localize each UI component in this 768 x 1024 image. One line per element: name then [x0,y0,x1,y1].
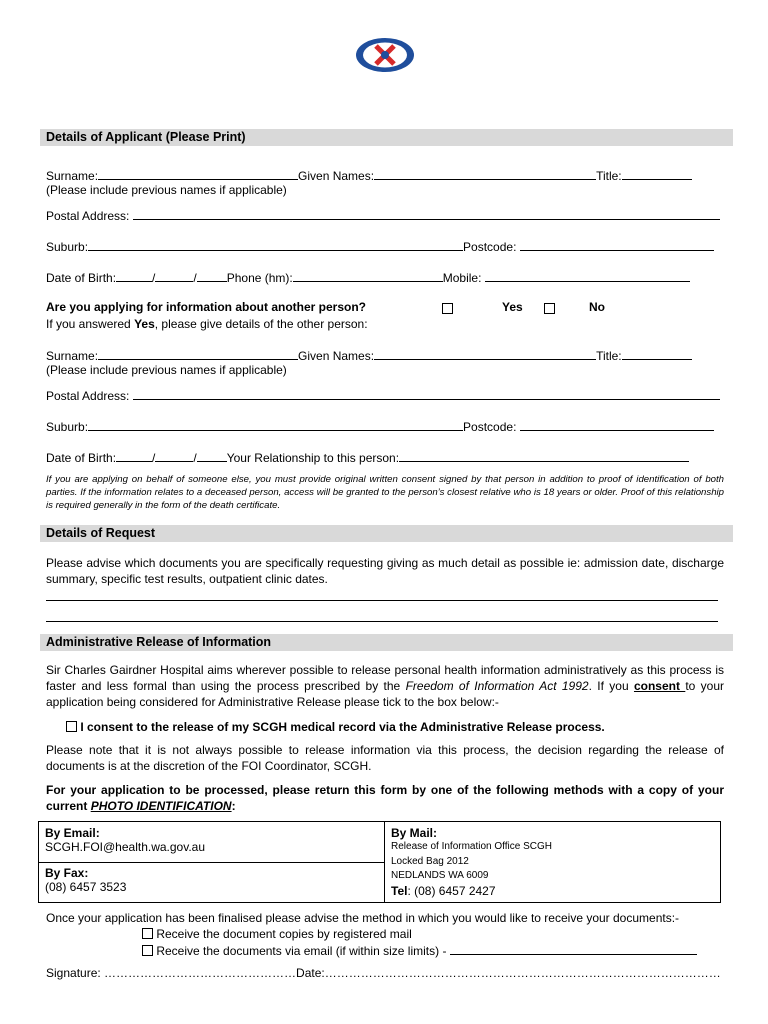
table-divider [384,822,385,902]
request-line-1[interactable] [46,600,718,601]
dob-slash: / [193,451,197,465]
section-header-request: Details of Request [40,525,733,542]
mobile-field[interactable] [485,269,690,282]
email-address[interactable]: SCGH.FOI@health.wa.gov.au [45,840,206,854]
yes-label: Yes [502,300,523,314]
return-text: For your application to be processed, please return this form by one of the following methods with a copy of your current [46,783,724,813]
contact-methods-table [38,821,721,903]
request-line-2[interactable] [46,621,718,622]
other-title-field[interactable] [622,347,692,360]
title-field[interactable] [622,167,692,180]
other-name-row [46,347,692,363]
consent-emphasis: consent [633,679,686,693]
other-surname-label: Surname: [46,349,99,363]
postal-address-label: Postal Address: [46,209,130,223]
applicant-postal-row [46,207,720,223]
other-dob-month-field[interactable] [155,449,193,462]
email-heading: By Email: [45,826,100,840]
other-suburb-field[interactable] [88,418,463,431]
no-checkbox[interactable] [544,303,555,314]
title-label: Title: [596,169,622,183]
mobile-label: Mobile: [442,271,482,285]
section-header-applicant: Details of Applicant (Please Print) [40,129,733,146]
other-previous-names-note: (Please include previous names if applicable) [46,363,287,377]
return-instructions [46,782,724,814]
admin-text: . If you [588,679,634,693]
other-given-names-field[interactable] [374,347,596,360]
suburb-label: Suburb: [46,240,89,254]
other-dob-row [46,449,689,465]
mail-option-checkbox[interactable] [142,928,153,939]
given-names-label: Given Names: [298,169,375,183]
mail-heading: By Mail: [391,826,438,840]
another-person-question: Are you applying for information about another person? [46,300,367,314]
suburb-field[interactable] [88,238,463,251]
yes-checkbox[interactable] [442,303,453,314]
tel-label: Tel [391,884,408,898]
applicant-dob-row [46,269,690,285]
other-title-label: Title: [596,349,622,363]
dob-slash: / [152,451,156,465]
other-surname-field[interactable] [98,347,298,360]
relationship-field[interactable] [399,449,689,462]
hospital-logo-icon [354,36,416,74]
dob-year-field[interactable] [197,269,227,282]
other-postal-address-field[interactable] [133,387,720,400]
previous-names-note: (Please include previous names if applicable) [46,183,287,197]
request-instructions: Please advise which documents you are specifically requesting giving as much detail as possible ie: admission date, discharge summary, specific test results, outpatient clinic dates. [46,556,724,586]
mail-option-label: Receive the document copies by registered mail [156,927,412,941]
table-divider [39,862,384,863]
postal-address-field[interactable] [133,207,720,220]
delivery-option-mail [142,927,412,941]
consent-row [66,720,605,734]
postcode-field[interactable] [520,238,714,251]
other-postal-row [46,387,720,403]
other-suburb-row [46,418,714,434]
phone-field[interactable] [293,269,443,282]
date-field[interactable]: ……………………………………………………………………………………… [324,966,721,980]
admin-release-paragraph [46,662,724,710]
no-label: No [589,300,605,314]
other-dob-label: Date of Birth: [46,451,117,465]
telephone-row [391,884,496,898]
other-dob-year-field[interactable] [197,449,227,462]
given-names-field[interactable] [374,167,596,180]
fax-number: (08) 6457 3523 [45,880,127,894]
signature-row [46,966,721,980]
other-postal-address-label: Postal Address: [46,389,130,403]
delivery-option-email [142,942,697,958]
dob-month-field[interactable] [155,269,193,282]
dob-day-field[interactable] [116,269,152,282]
postcode-label: Postcode: [463,240,517,254]
mail-line-3: NEDLANDS WA 6009 [391,870,489,881]
other-postcode-field[interactable] [520,418,714,431]
dob-slash: / [193,271,197,285]
if-yes-text-2: , please give details of the other person: [154,317,368,331]
other-dob-day-field[interactable] [116,449,152,462]
signature-label[interactable]: Signature: …………………………………………Date: [46,966,325,980]
foi-act-name: Freedom of Information Act 1992 [405,679,589,693]
release-discretion-note: Please note that it is not always possible to release information via this process, the decision regarding the release of documents is at the discretion of the FOI Coordinator, SCGH. [46,743,724,773]
fax-heading: By Fax: [45,866,89,880]
mail-line-2: Locked Bag 2012 [391,856,469,867]
tel-number: : (08) 6457 2427 [407,884,496,898]
delivery-intro: Once your application has been finalised please advise the method in which you would like to receive your documents:- [46,911,680,925]
consent-fine-print: If you are applying on behalf of someone else, you must provide original written consent signed by that person in addition to proof of identification of both parties. If the information relates to a deceased person, access will be granted to the person’s closest relative who is 18 years or older. Proof of this relationship is required generally in the form of the death certificate. [46,474,724,511]
consent-checkbox[interactable] [66,721,77,732]
email-delivery-field[interactable] [450,942,697,955]
surname-field[interactable] [98,167,298,180]
mail-line-1: Release of Information Office SCGH [391,841,552,852]
applicant-suburb-row [46,238,714,254]
other-postcode-label: Postcode: [463,420,517,434]
relationship-label: Your Relationship to this person: [226,451,400,465]
email-option-checkbox[interactable] [142,945,153,956]
photo-id-emphasis: PHOTO IDENTIFICATION [90,799,232,813]
if-yes-text: If you answered [46,317,135,331]
phone-label: Phone (hm): [226,271,293,285]
consent-checkbox-label: I consent to the release of my SCGH medical record via the Administrative Release process. [80,720,605,734]
admin-text: Sir Charles Gairdner Hospital aims wherever possible to release personal health information administratively as this process is faster and less formal than using the process prescribed by the [46,663,724,693]
if-yes-instruction [46,317,368,331]
return-colon: : [231,799,236,813]
admin-text: to your application being considered for Administrative Release please tick to the box below:- [46,679,725,709]
other-suburb-label: Suburb: [46,420,89,434]
dob-slash: / [152,271,156,285]
surname-label: Surname: [46,169,99,183]
if-yes-bold: Yes [134,317,155,331]
applicant-name-row [46,167,692,183]
dob-label: Date of Birth: [46,271,117,285]
email-option-label: Receive the documents via email (if within size limits) - [156,944,447,958]
other-given-names-label: Given Names: [298,349,375,363]
section-header-admin: Administrative Release of Information [40,634,733,651]
